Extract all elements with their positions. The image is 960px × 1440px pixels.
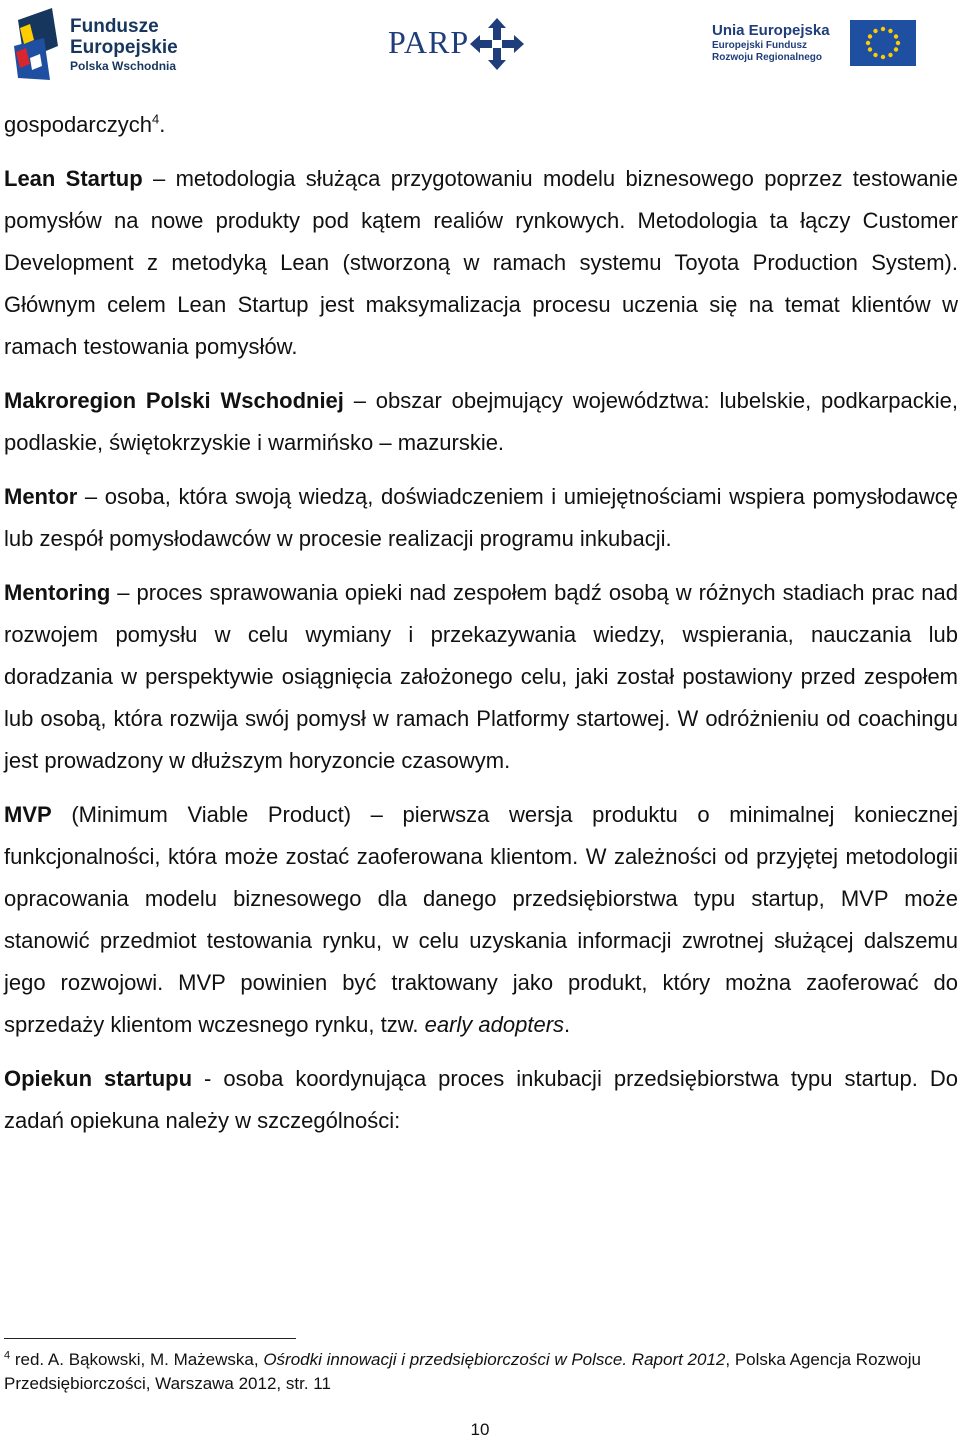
ue-logo-line2: Europejski Fundusz <box>712 40 808 51</box>
ue-logo-line3: Rozwoju Regionalnego <box>712 52 822 63</box>
definition-term: Mentoring <box>4 580 111 605</box>
document-body <box>4 104 958 1142</box>
footnote-reference[interactable]: 4 <box>151 111 160 127</box>
definition-lean-startup: Lean Startup – metodologia służąca przygotowaniu modelu biznesowego poprzez testowanie pomysłów na nowe produkty pod kątem realiów rynkowych. Metodologia ta łączy Customer Development z metodyką Lean (stworzoną w ramach systemu Toyota Production System). Głównym celem Lean Startup jest maksymalizacja procesu uczenia się na temat klientów w ramach testowania pomysłów. <box>4 166 958 359</box>
eu-flag-icon <box>850 20 916 66</box>
definition-body: proces sprawowania opieki nad zespołem bądź osobą w różnych stadiach prac nad rozwojem pomysłu w celu wymiany i przekazywania wiedzy, wspierania, nauczania lub doradzania w perspektywie osiągnięcia założonego celu, jaki został postawiony przed zespołem lub osobą, która rozwija swój pomysł w ramach Platformy startowej. W odróżnieniu od coachingu jest prowadzony w dłuższym horyzoncie czasowym. <box>4 580 958 773</box>
definition-term: Lean Startup <box>4 166 143 191</box>
footnote-title: Ośrodki innowacji i przedsiębiorczości w Polsce. Raport 2012 <box>263 1350 726 1369</box>
definition-body: (Minimum Viable Product) – pierwsza wersja produktu o minimalnej koniecznej funkcjonalności, która może zostać zaoferowana klientom. W zależności od przyjętej metodologii opracowania modelu biznesowego dla danego przedsiębiorstwa typu startup, MVP może stanowić przedmiot testowania rynku, w celu uzyskania informacji zwrotnej służącej dalszemu jego rozwojowi. MVP powinien być traktowany jako produkt, który można zaoferować do sprzedaży klientom wczesnego rynku, tzw. <box>4 802 958 1037</box>
footnote-separator <box>4 1338 296 1339</box>
footnote-number: 4 <box>4 1349 11 1362</box>
definition-makroregion: Makroregion Polski Wschodniej – obszar obejmujący województwa: lubelskie, podkarpackie, podlaskie, świętokrzyskie i warmińsko – mazurskie. <box>4 388 958 455</box>
definition-term: MVP <box>4 802 52 827</box>
definition-body: osoba, która swoją wiedzą, doświadczeniem i umiejętnościami wspiera pomysłodawcę lub zespół pomysłodawców w procesie realizacji programu inkubacji. <box>4 484 958 551</box>
definition-body: obszar obejmujący województwa: lubelskie, podkarpackie, podlaskie, świętokrzyskie i warmińsko – mazurskie. <box>4 388 958 455</box>
footnote: $^4$ red. A. Bąkowski, M. Mażewska, Ośrodki innowacji i przedsiębiorczości w Polsce. Raport 2012, Polska Agencja Rozwoju Przedsiębiorczości, Warszawa 2012, str. 11 <box>4 1349 921 1393</box>
definition-term: Makroregion Polski Wschodniej <box>4 388 344 413</box>
definition-mentor: Mentor – osoba, która swoją wiedzą, doświadczeniem i umiejętnościami wspiera pomysłodawcę lub zespół pomysłodawców w procesie realizacji programu inkubacji. <box>4 484 958 551</box>
definition-body: metodologia służąca przygotowaniu modelu biznesowego poprzez testowanie pomysłów na nowe produkty pod kątem realiów rynkowych. Metodologia ta łączy Customer Development z metodyką Lean (stworzoną w ramach systemu Toyota Production System). Głównym celem Lean Startup jest maksymalizacja procesu uczenia się na temat klientów w ramach testowania pomysłów. <box>4 166 958 359</box>
parp-logo <box>388 18 528 70</box>
parp-arrows-icon <box>470 18 524 70</box>
definition-mentoring: Mentoring – proces sprawowania opieki nad zespołem bądź osobą w różnych stadiach prac nad rozwojem pomysłu w celu wymiany i przekazywania wiedzy, wspierania, nauczania lub doradzania w perspektywie osiągnięcia założonego celu, jaki został postawiony przed zespołem lub osobą, która rozwija swój pomysł w ramach Platformy startowej. W odróżnieniu od coachingu jest prowadzony w dłuższym horyzoncie czasowym. <box>4 580 958 773</box>
fe-logo-line3: Polska Wschodnia <box>70 59 177 73</box>
definition-body: - osoba koordynująca proces inkubacji przedsiębiorstwa typu startup. Do zadań opiekuna należy w szczególności: <box>4 1066 959 1133</box>
fe-logo-line2: Europejskie <box>70 37 178 58</box>
page-header <box>0 0 960 90</box>
intro-paragraph: gospodarczych$^4$. <box>4 111 166 137</box>
ue-logo-line1: Unia Europejska <box>712 22 830 39</box>
definition-term: Mentor <box>4 484 78 509</box>
definition-term: Opiekun startupu <box>4 1066 193 1091</box>
unia-europejska-logo <box>712 18 922 70</box>
definition-opiekun-startupu <box>4 1058 958 1142</box>
definition-mvp: MVP (Minimum Viable Product) – pierwsza wersja produktu o minimalnej koniecznej funkcjonalności, która może zostać zaoferowana klientom. W zależności od przyjętej metodologii opracowania modelu biznesowego dla danego przedsiębiorstwa typu startup, MVP może stanowić przedmiot testowania rynku, w celu uzyskania informacji zwrotnej służącej dalszemu jego rozwojowi. MVP powinien być traktowany jako produkt, który można zaoferować do sprzedaży klientom wczesnego rynku, tzw. early adopters. <box>4 802 958 1037</box>
fundusze-europejskie-emblem-icon <box>14 6 62 82</box>
fe-logo-line1: Fundusze <box>70 16 159 37</box>
parp-logo-text: PARP <box>388 24 470 60</box>
fundusze-europejskie-logo <box>14 6 214 82</box>
definition-italic-term: early adopters <box>424 1012 565 1037</box>
page-number: 10 <box>470 1420 490 1439</box>
